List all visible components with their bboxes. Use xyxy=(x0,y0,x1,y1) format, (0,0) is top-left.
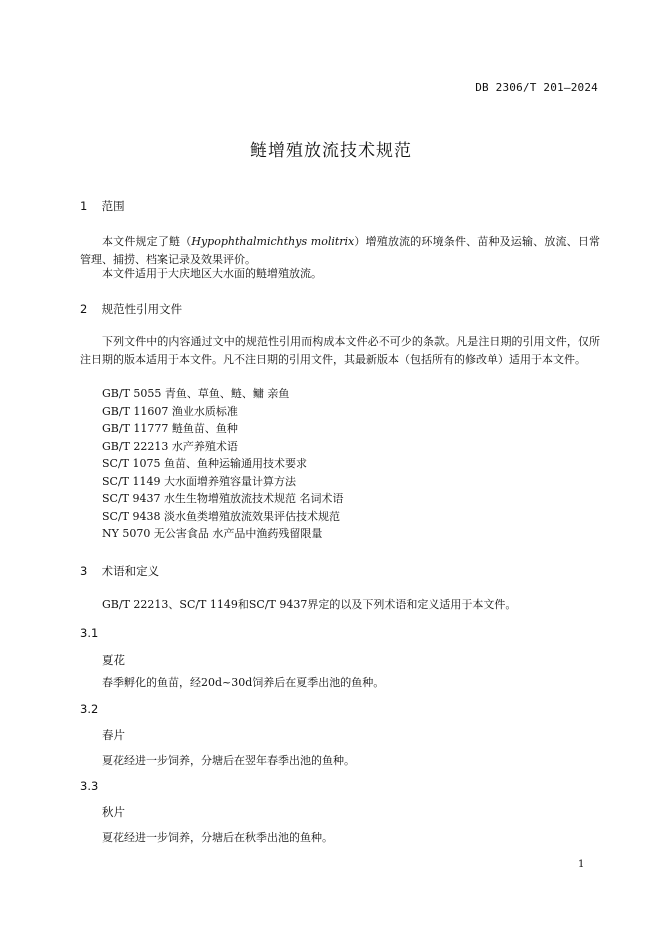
scope-paragraph-2: 本文件适用于大庆地区大水面的鲢增殖放流。 xyxy=(102,267,322,280)
section-title: 规范性引用文件 xyxy=(101,302,183,316)
terms-intro: GB/T 22213、SC/T 1149和SC/T 9437界定的以及下列术语和定义适用于本文件。 xyxy=(102,598,517,611)
list-item: GB/T 11777 鲢鱼苗、鱼种 xyxy=(102,422,238,435)
section-title: 术语和定义 xyxy=(101,564,160,578)
section-number: 1 xyxy=(80,199,88,213)
term-definition: 夏花经进一步饲养，分塘后在秋季出池的鱼种。 xyxy=(102,831,333,844)
term-name: 春片 xyxy=(102,728,125,742)
section-number: 3 xyxy=(80,564,88,578)
list-item: SC/T 1149 大水面增养殖容量计算方法 xyxy=(102,474,296,488)
list-item: NY 5070 无公害食品 水产品中渔药残留限量 xyxy=(102,527,323,540)
page-number: 1 xyxy=(578,859,585,870)
section-heading-terms xyxy=(80,563,159,579)
term-number: 3.2 xyxy=(80,702,99,716)
list-item: SC/T 9437 水生生物增殖放流技术规范 名词术语 xyxy=(102,492,344,505)
species-latin-name: Hypophthalmichthys molitrix xyxy=(191,235,355,248)
term-definition: 夏花经进一步饲养，分塘后在翌年春季出池的鱼种。 xyxy=(102,754,355,767)
list-item: GB/T 11607 渔业水质标准 xyxy=(102,404,238,418)
section-heading-scope xyxy=(80,198,125,214)
scope-paragraph-1: 本文件规定了鲢（Hypophthalmichthys molitrix）增殖放流的环境条件、苗种及运输、放流、日常管理、捕捞、档案记录及效果评价。 xyxy=(80,235,601,266)
section-title: 范围 xyxy=(101,199,125,213)
standard-code: DB 2306/T 201—2024 xyxy=(475,81,598,94)
term-definition: 春季孵化的鱼苗，经20d~30d饲养后在夏季出池的鱼种。 xyxy=(102,676,385,689)
term-name: 秋片 xyxy=(102,805,125,819)
term-name: 夏花 xyxy=(102,653,125,667)
term-number: 3.1 xyxy=(80,626,99,640)
page-title: 鲢增殖放流技术规范 xyxy=(250,141,412,161)
reference-list xyxy=(102,385,343,543)
list-item: SC/T 1075 鱼苗、鱼种运输通用技术要求 xyxy=(102,457,307,470)
section-number: 2 xyxy=(80,302,88,316)
list-item: SC/T 9438 淡水鱼类增殖放流效果评估技术规范 xyxy=(102,509,340,523)
term-number: 3.3 xyxy=(80,779,99,793)
section-heading-references xyxy=(80,301,182,317)
references-intro: 下列文件中的内容通过文中的规范性引用而构成本文件必不可少的条款。凡是注日期的引用文件，仅所注日期的版本适用于本文件。凡不注日期的引用文件，其最新版本（包括所有的修改单）适用于本文件。 xyxy=(80,335,600,366)
list-item: GB/T 22213 水产养殖术语 xyxy=(102,439,238,453)
list-item: GB/T 5055 青鱼、草鱼、鲢、鳙 亲鱼 xyxy=(102,387,290,400)
